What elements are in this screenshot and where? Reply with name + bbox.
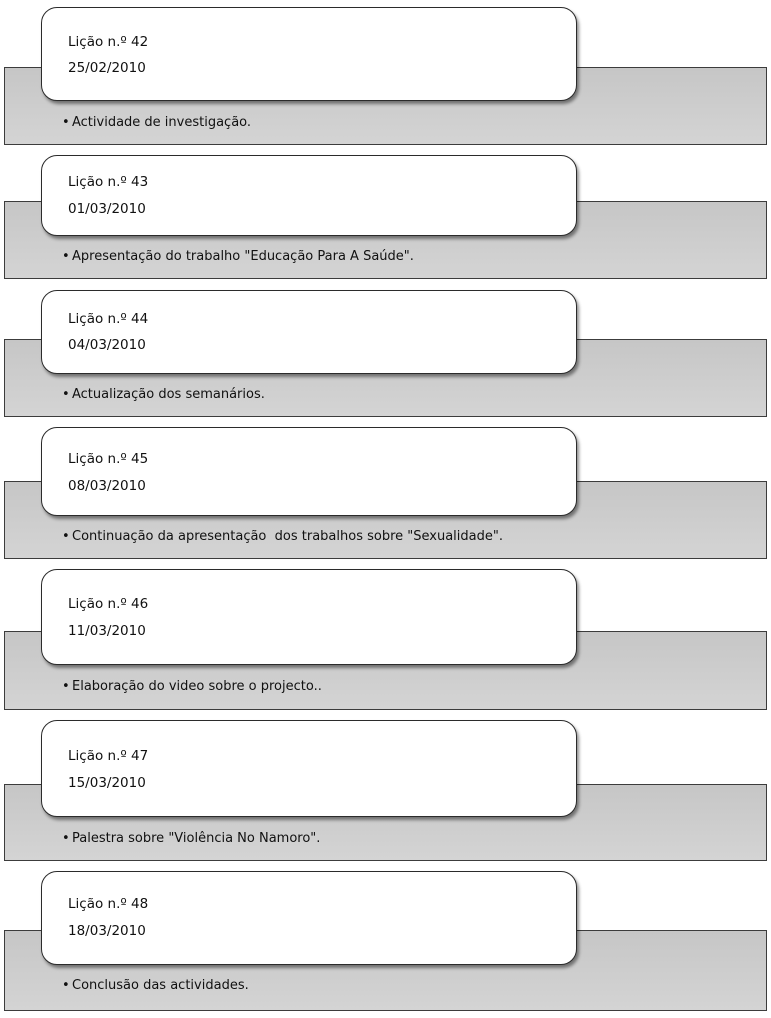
- lesson-card: [41, 155, 577, 236]
- lesson-date: 08/03/2010: [68, 478, 146, 494]
- activity-text: [62, 831, 320, 846]
- lesson-title: Lição n.º 46: [68, 596, 149, 612]
- activity-label: Elaboração do video sobre o projecto..: [72, 679, 322, 694]
- bullet-icon: •: [62, 529, 70, 544]
- activity-label: Conclusão das actividades.: [72, 978, 249, 993]
- lesson-title: Lição n.º 43: [68, 174, 149, 190]
- lesson-card: [41, 7, 577, 101]
- activity-text: [62, 679, 322, 694]
- lesson-title: Lição n.º 45: [68, 451, 149, 467]
- activity-text: [62, 115, 251, 130]
- lesson-date: 18/03/2010: [68, 923, 146, 939]
- activity-text: [62, 387, 265, 402]
- lesson-date: 04/03/2010: [68, 337, 146, 353]
- activity-label: Palestra sobre "Violência No Namoro".: [72, 831, 321, 846]
- lesson-date: 25/02/2010: [68, 60, 146, 76]
- lesson-card: [41, 871, 577, 965]
- activity-text: [62, 249, 414, 264]
- lesson-card: [41, 569, 577, 665]
- lesson-date: 11/03/2010: [68, 623, 146, 639]
- lesson-title: Lição n.º 44: [68, 311, 149, 327]
- bullet-icon: •: [62, 679, 70, 694]
- activity-text: [62, 978, 249, 993]
- bullet-icon: •: [62, 249, 70, 264]
- lesson-title: Lição n.º 47: [68, 748, 149, 764]
- lesson-card: [41, 720, 577, 817]
- activity-label: Actualização dos semanários.: [72, 387, 265, 402]
- lesson-date: 01/03/2010: [68, 201, 146, 217]
- lesson-card: [41, 427, 577, 516]
- bullet-icon: •: [62, 115, 70, 130]
- lesson-title: Lição n.º 42: [68, 34, 149, 50]
- lesson-title: Lição n.º 48: [68, 896, 149, 912]
- lesson-card: [41, 290, 577, 374]
- activity-label: Continuação da apresentação dos trabalhos sobre "Sexualidade".: [72, 529, 503, 544]
- bullet-icon: •: [62, 387, 70, 402]
- bullet-icon: •: [62, 831, 70, 846]
- lesson-date: 15/03/2010: [68, 775, 146, 791]
- bullet-icon: •: [62, 978, 70, 993]
- activity-label: Apresentação do trabalho "Educação Para A Saúde".: [72, 249, 414, 264]
- activity-label: Actividade de investigação.: [72, 115, 252, 130]
- activity-text: [62, 529, 503, 544]
